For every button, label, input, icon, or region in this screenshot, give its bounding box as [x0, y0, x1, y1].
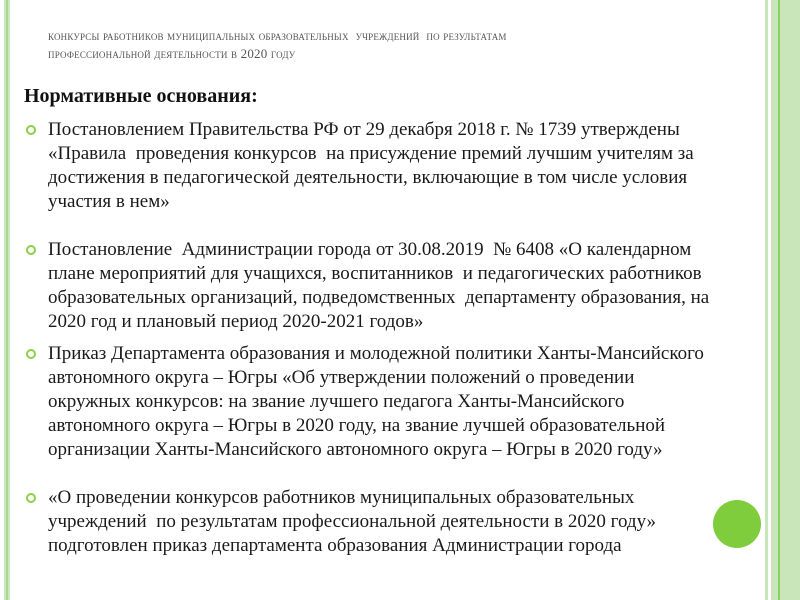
bullet-line: автономного округа – Югры в 2020 году, на звание лучшей образовательной	[48, 415, 666, 436]
stripe	[780, 0, 800, 600]
bullet-item	[24, 486, 744, 558]
hollow-circle-bullet-icon	[26, 125, 36, 135]
bullet-line: «Правила проведения конкурсов на присуждение премий лучшим учителям за	[48, 143, 694, 164]
hollow-circle-bullet-icon	[26, 245, 36, 255]
bullet-line: окружных конкурсов: на звание лучшего педагога Ханты-Мансийского	[48, 391, 625, 412]
green-circle-decoration	[713, 500, 761, 548]
slide-title-line-1: конкурсы работников муниципальных образовательных учреждений по результатам	[48, 28, 507, 43]
bullet-line: подготовлен приказ департамента образования Администрации города	[48, 535, 622, 556]
bullet-line: достижения в педагогической деятельности, включающие в том числе условия	[48, 167, 688, 188]
stripe	[771, 0, 778, 600]
bullet-line: автономного округа – Югры «Об утверждении положений о проведении	[48, 367, 635, 388]
hollow-circle-bullet-icon	[26, 349, 36, 359]
bullet-line: Постановление Администрации города от 30.08.2019 № 6408 «О календарном	[48, 239, 692, 260]
bullet-line: участия в нем»	[48, 191, 170, 212]
stripe	[8, 0, 10, 600]
bullet-line: 2020 год и плановый период 2020-2021 годов»	[48, 311, 424, 332]
bullet-item	[24, 118, 744, 214]
bullet-line: Постановлением Правительства РФ от 29 декабря 2018 г. № 1739 утверждены	[48, 119, 680, 140]
bullet-line: «О проведении конкурсов работников муниципальных образовательных	[48, 487, 635, 508]
slide-title-line-2: профессиональной деятельности в 2020 году	[48, 46, 296, 61]
hollow-circle-bullet-icon	[26, 493, 36, 503]
bullet-list	[24, 118, 744, 558]
bullet-line: образовательных организаций, подведомственных департаменту образования, на	[48, 287, 710, 308]
right-decorative-stripes	[765, 0, 800, 600]
bullet-line: учреждений по результатам профессиональной деятельности в 2020 году»	[48, 511, 657, 532]
bullet-item	[24, 238, 744, 334]
section-heading: Нормативные основания:	[24, 85, 258, 107]
slide-title	[48, 27, 748, 63]
left-decorative-stripes	[0, 0, 12, 600]
bullet-item	[24, 342, 744, 462]
bullet-line: плане мероприятий для учащихся, воспитанников и педагогических работников	[48, 263, 702, 284]
bullet-line: Приказ Департамента образования и молодежной политики Ханты-Мансийского	[48, 343, 704, 364]
bullet-line: организации Ханты-Мансийского автономного округа – Югры в 2020 году»	[48, 439, 663, 460]
